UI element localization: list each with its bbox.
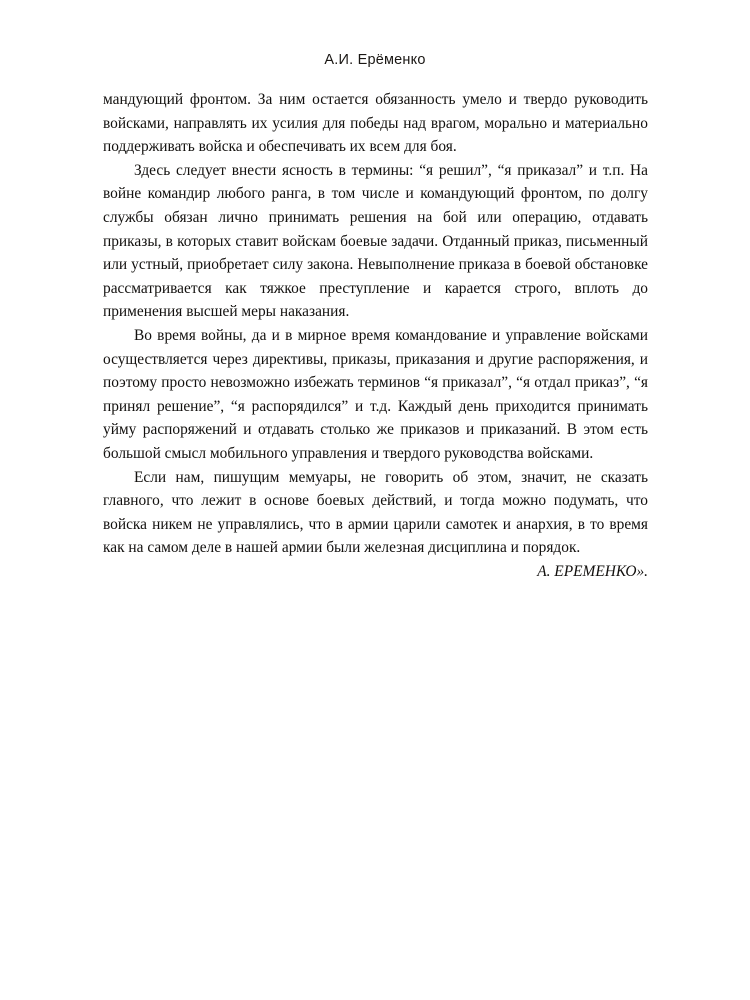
signature: А. ЕРЕМЕНКО». [537,562,648,580]
running-head: А.И. Ерёменко [324,52,426,68]
paragraph: Здесь следует внести ясность в термины: “я решил”, “я приказал” и т.п. На войне командир любого ранга, в том числе и командующий фронтом, по долгу службы обязан лично принимать решения на бой или операцию, отдавать приказы, в которых ставит войскам боевые задачи. Отданный приказ, письменный или устный, приобретает силу закона. Невыполнение приказа в боевой обстановке рассматривается как тяжкое преступление и карается строго, вплоть до применения высшей меры наказания. [103,161,648,321]
paragraph: мандующий фронтом. За ним остается обязанность умело и твердо руководить войсками, направлять их усилия для победы над врагом, морально и материально поддерживать войска и обеспечивать их всем для боя. [103,91,648,156]
paragraph: Если нам, пишущим мемуары, не говорить об этом, значит, не сказать главного, что лежит в основе боевых действий, и тогда можно подумать, что войска никем не управлялись, что в армии царили самотек и анархия, в то время как на самом деле в нашей армии были железная дисциплина и порядок. [103,468,648,557]
body-text [103,88,648,583]
paragraph: Во время войны, да и в мирное время командование и управление войсками осуществляется через директивы, приказы, приказания и другие распоряжения, и поэтому просто невозможно избежать терминов “я приказал”, “я отдал приказ”, “я принял решение”, “я распорядился” и т.д. Каждый день приходится принимать уйму распоряжений и отдавать столько же приказов и приказаний. В этом есть большой смысл мобильного управления и твердого руководства войсками. [103,326,648,462]
